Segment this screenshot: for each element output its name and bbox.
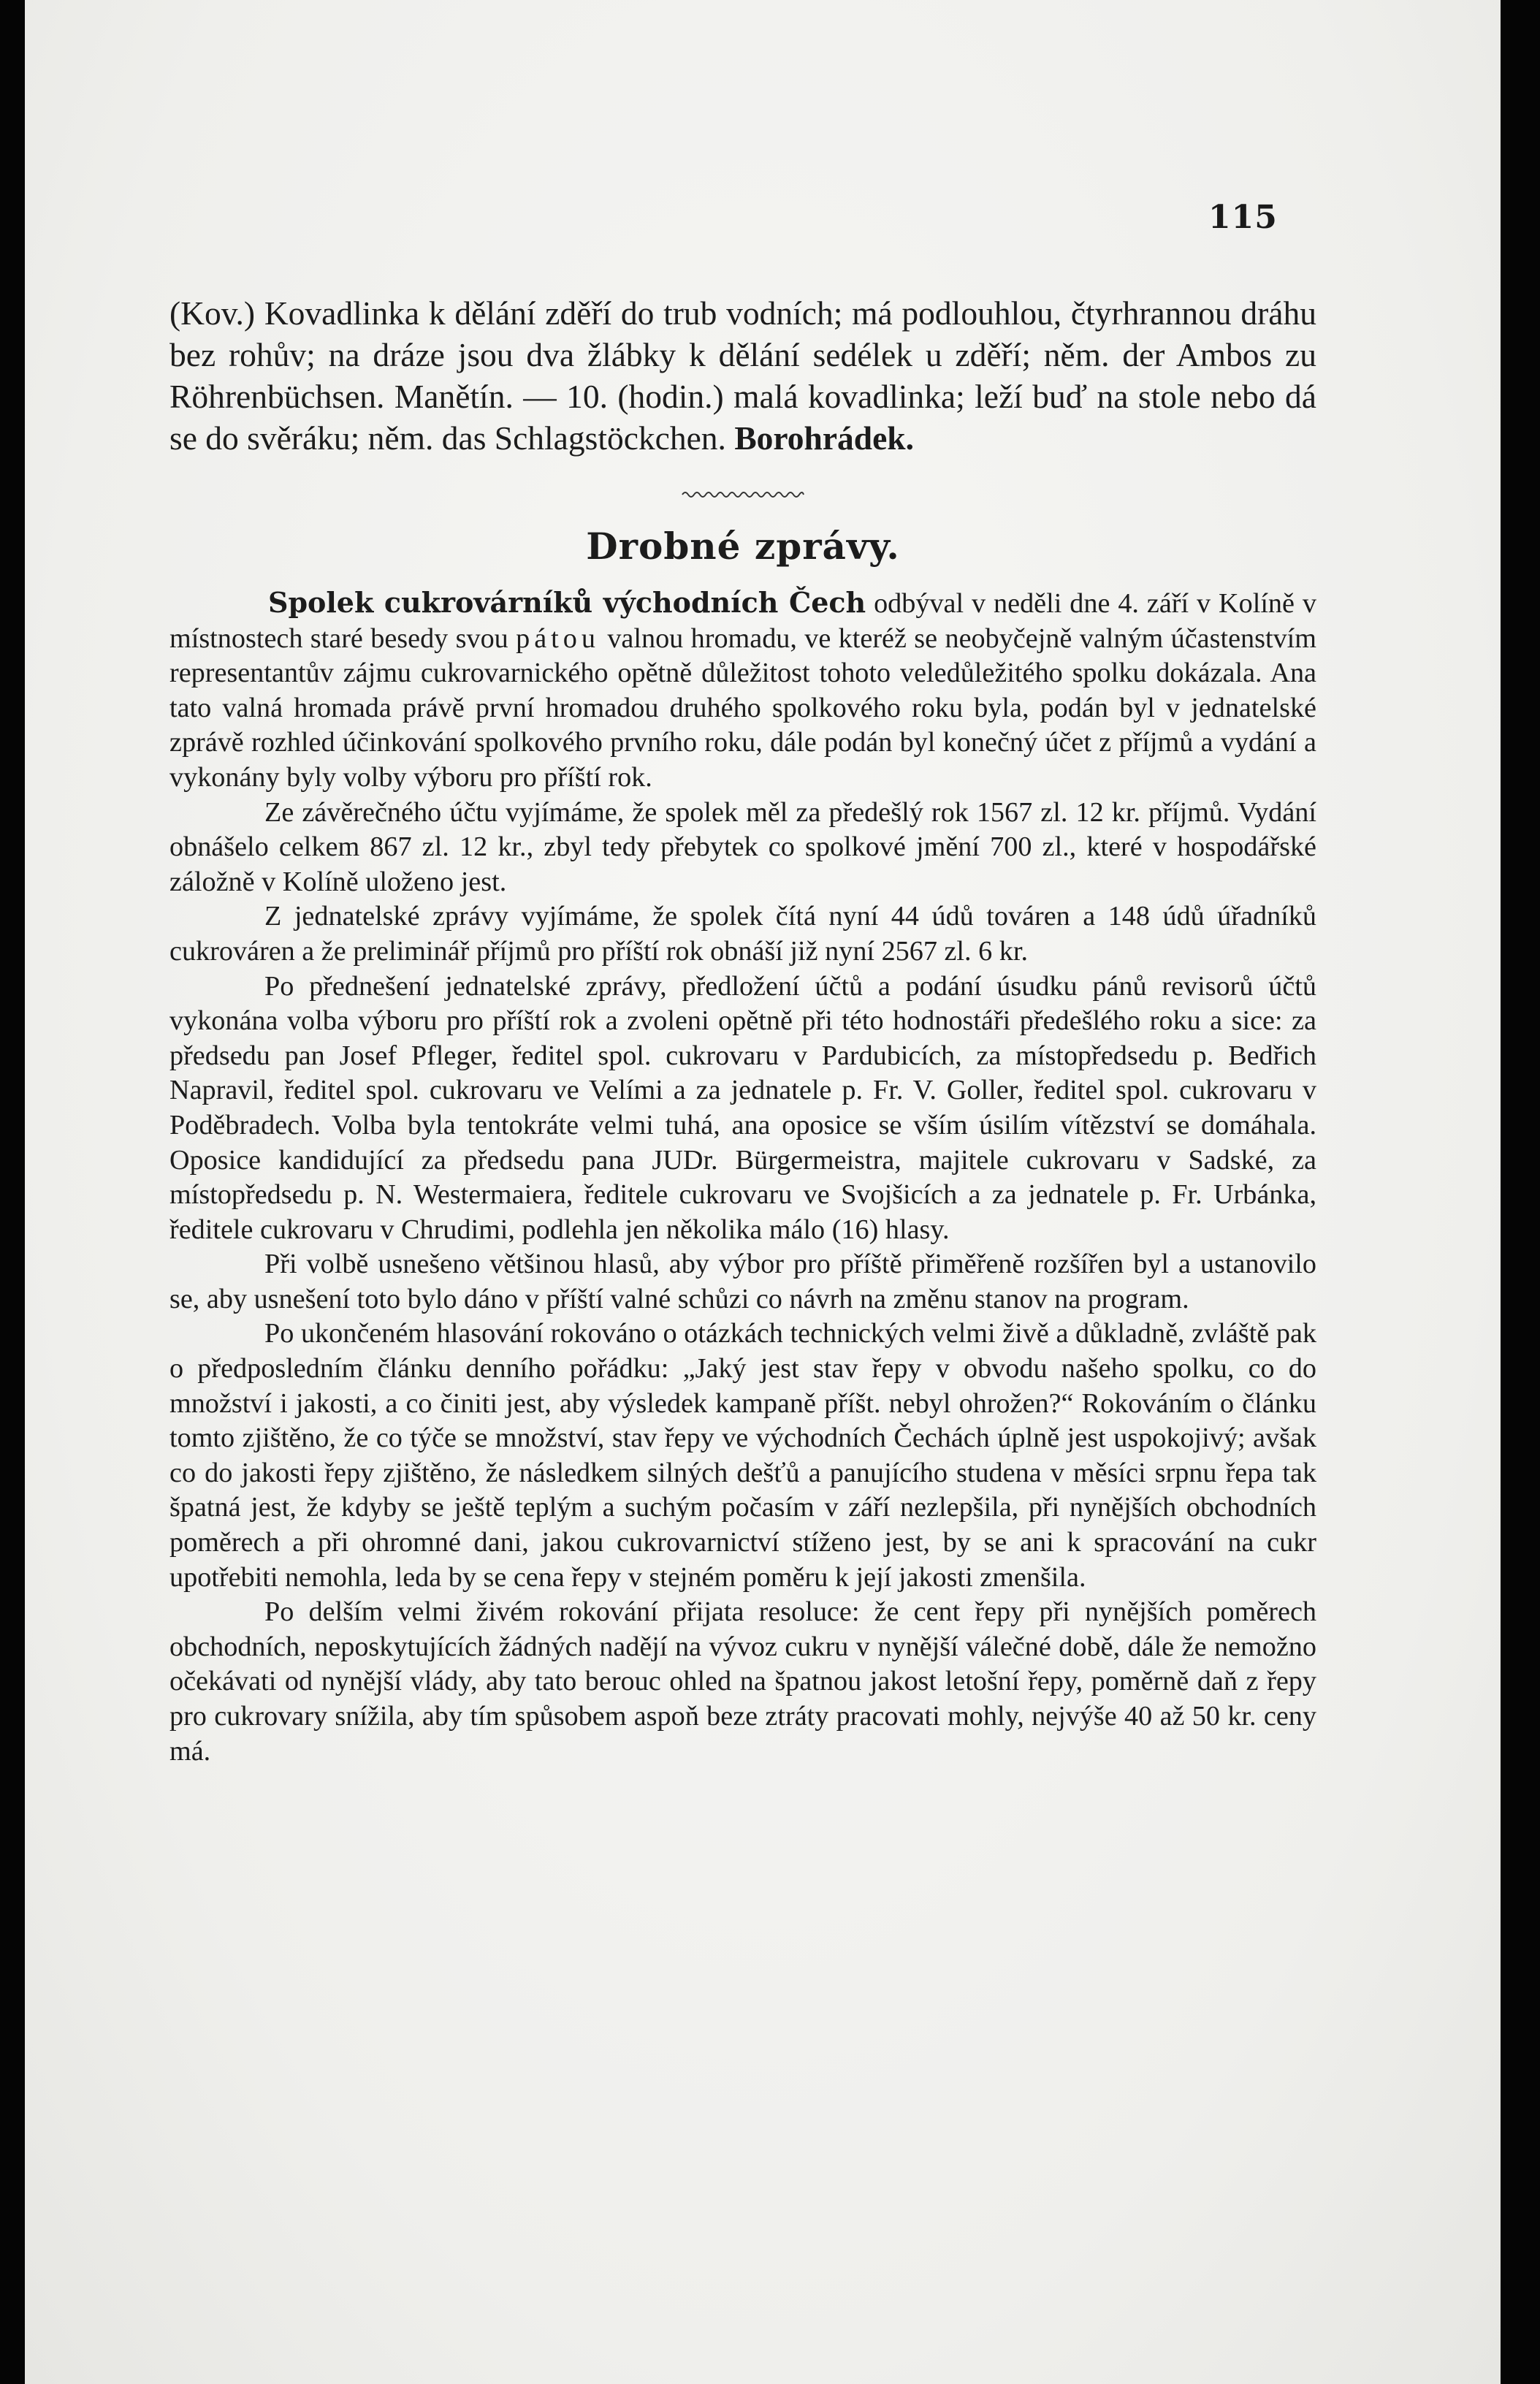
wavy-divider — [681, 490, 805, 500]
article-p1-a: odbýval v neděli dne 4. září v Kolíně v místnostech staré besedy svou — [169, 588, 1316, 654]
article-paragraph-2: Ze závěrečného účtu vyjímáme, že spolek měl za předešlý rok 1567 zl. 12 kr. příjmů. Vydání obnášelo celkem 867 zl. 12 kr., zbyl tedy přebytek co spolkové jmění 700 zl., které v hospodářské záložně v Kolíně uloženo jest. — [169, 796, 1316, 897]
article-paragraph-1 — [169, 585, 1316, 796]
article-p1-spaced: pátou — [516, 622, 600, 654]
article-paragraph-5: Při volbě usnešeno většinou hlasů, aby výbor pro příště přiměřeně rozšířen byl a ustanovilo se, aby usnešení toto bylo dáno v příští valné schůzi co návrh na změnu stanov na program. — [169, 1249, 1316, 1314]
article-paragraph-6: Po ukončeném hlasování rokováno o otázkách technických velmi živě a důkladně, zvláště pak o předposledním článku denního pořádku: „Jaký jest stav řepy v obvodu našeho spolku, co do množství i jakosti, a co činiti jest, aby výsledek kampaně příšt. nebyl ohrožen?“ Rokováním o článku tomto zjištěno, že co týče se množství, stav řepy ve východních Čechách úplně jest uspokojivý; avšak co do jakosti řepy zjištěno, že následkem silných dešťů a panujícího studena v měsíci srpnu řepa tak špatná jest, že kdyby se ještě teplým a suchým počasím v září nezlepšila, při nynějších obchodních poměrech a při ohromné dani, jakou cukrovarnictví stíženo jest, by se ani k spracování na cukr upotřebiti nemohla, leda by se cena řepy v stejném poměru k její jakosti zmenšila. — [169, 1318, 1316, 1593]
page-content — [169, 292, 1316, 1769]
dictionary-entry-place: Borohrádek. — [734, 419, 914, 457]
article-paragraph-7: Po delším velmi živém rokování přijata resoluce: že cent řepy při nynějších poměrech obchodních, neposkytujících žádných nadějí na vývoz cukru v nynější válečné době, dále že nemožno očekávati od nynější vlády, aby tato berouc ohled na špatnou jakost letošní řepy, poměrně daň z řepy pro cukrovary snížila, aby tím spůsobem aspoň beze ztráty pracovati mohly, nejvýše 40 až 50 kr. ceny má. — [169, 1596, 1316, 1767]
dictionary-entry-text: (Kov.) Kovadlinka k dělání zděří do trub vodních; má podlouhlou, čtyrhrannou dráhu bez rohův; na dráze jsou dva žlábky k dělání sedélek u zděří; něm. der Ambos zu Röhrenbüchsen. Manětín. — 10. (hodin.) malá kovadlinka; leží buď na stole nebo dá se do svěráku; něm. das Schlagstöckchen. — [169, 294, 1316, 457]
page-number: 115 — [1208, 199, 1278, 236]
article-paragraph-3: Z jednatelské zprávy vyjímáme, že spolek čítá nyní 44 údů továren a 148 údů úřadníků cukrováren a že preliminář příjmů pro příští rok obnáší již nyní 2567 zl. 6 kr. — [169, 901, 1316, 967]
section-title: Drobné zprávy. — [586, 525, 900, 568]
news-article — [169, 585, 1316, 1769]
dictionary-entry — [169, 292, 1316, 459]
book-page — [25, 0, 1501, 2384]
article-paragraph-4: Po přednešení jednatelské zprávy, předložení účtů a podání úsudku pánů revisorů účtů vykonána volba výboru pro příští rok a zvoleni opětně při této hodnostáři předešlého roku a sice: za předsedu pan Josef Pfleger, ředitel spol. cukrovaru v Pardubicích, za místopředsedu p. Bedřich Napravil, ředitel spol. cukrovaru ve Velími a za jednatele p. Fr. V. Goller, ředitel spol. cukrovaru v Poděbradech. Volba byla tentokráte velmi tuhá, ana oposice se vším úsilím vítězství se domáhala. Oposice kandidující za předsedu pana JUDr. Bürgermeistra, majitele cukrovaru v Sadské, za místopředsedu p. N. Westermaiera, ředitele cukrovaru ve Svojšicích a za jednatele p. Fr. Urbánka, ředitele cukrovaru v Chrudimi, podlehla jen několika málo (16) hlasy. — [169, 970, 1316, 1245]
wavy-divider-icon — [681, 490, 805, 500]
article-lead: Spolek cukrovárníků východních Čech — [268, 586, 866, 619]
article-p1-b: valnou hromadu, ve kteréž se neobyčejně valným účastenstvím representantův zájmu cukrovarnického opětně důležitost tohoto veledůležitého spolku dokázala. Ana tato valná hromada právě první hromadou druhého spolkového roku byla, podán byl v jednatelské zprávě rozhled účinkování spolkového prvního roku, dále podán byl konečný účet z příjmů a vydání a vykonány byly volby výboru pro příští rok. — [169, 622, 1316, 793]
